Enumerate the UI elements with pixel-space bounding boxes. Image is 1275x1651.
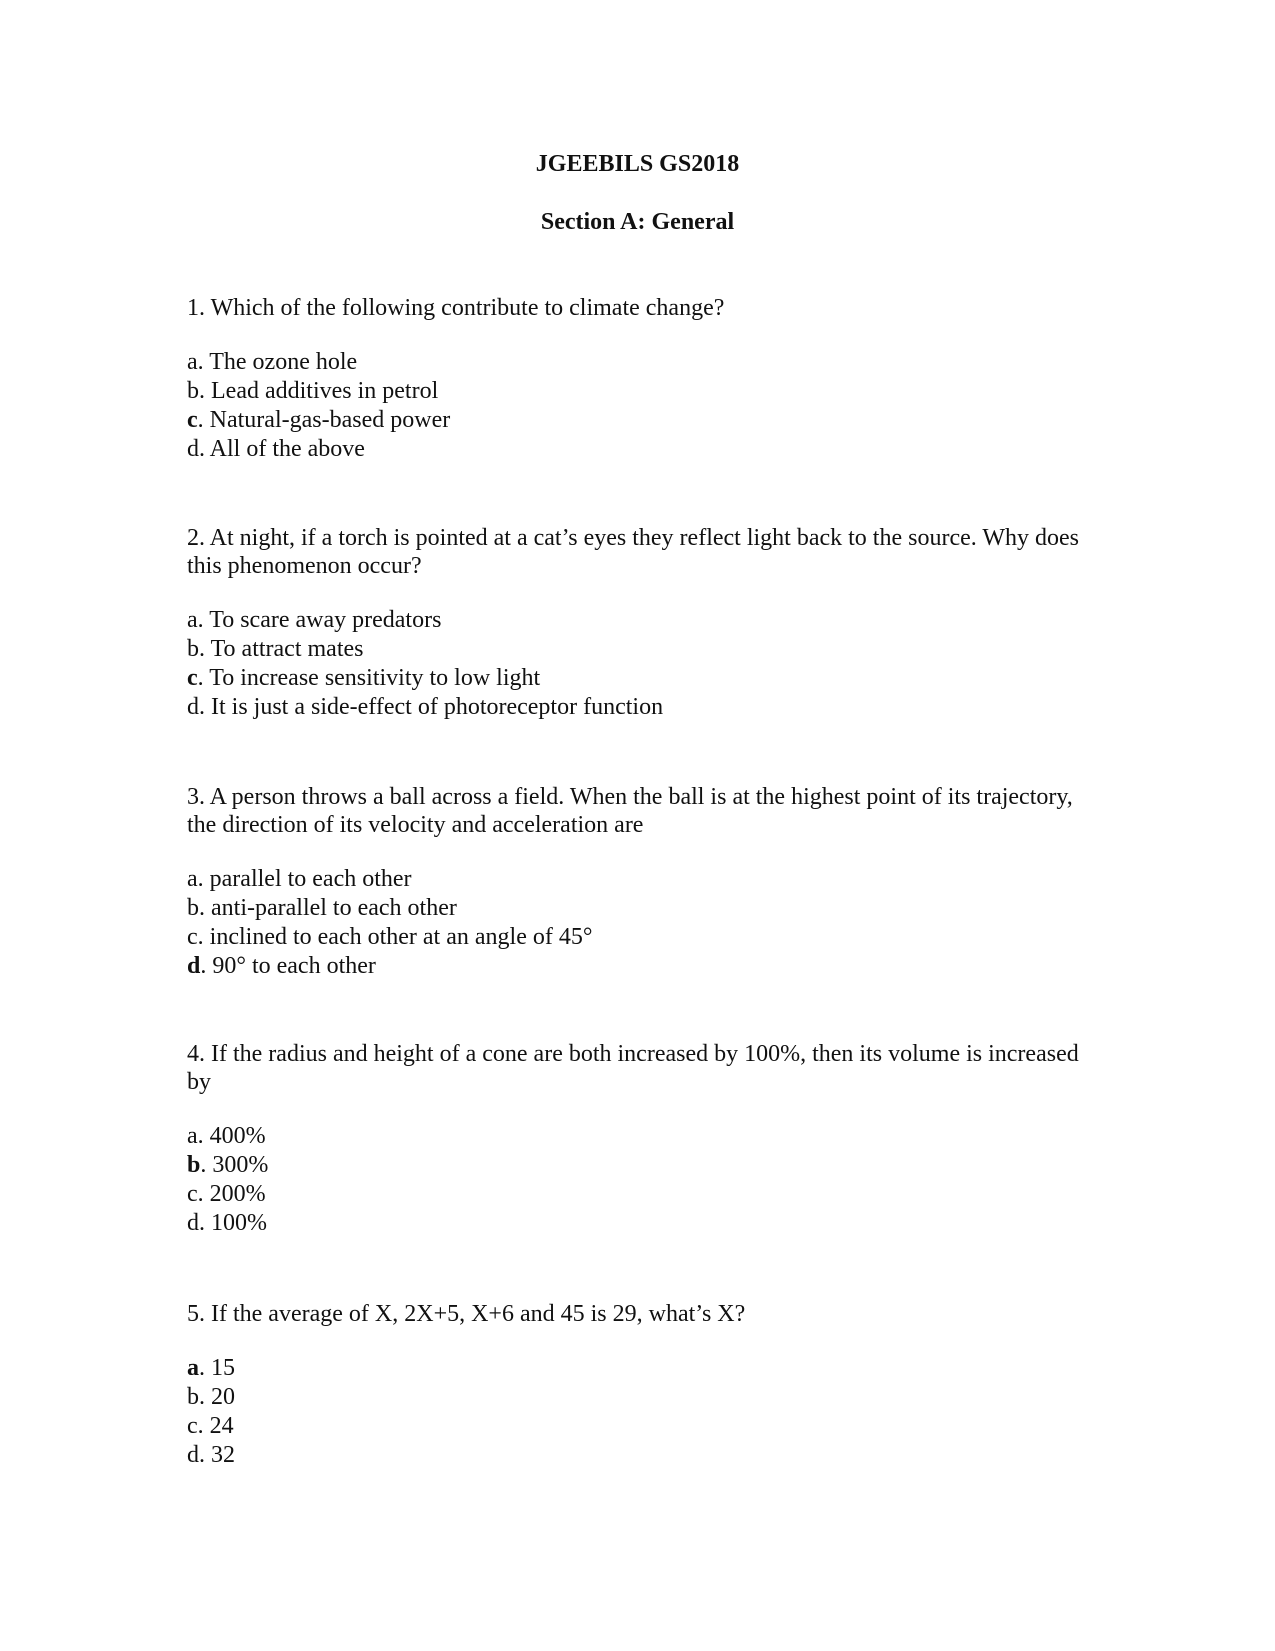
option-text: . 100% [199,1210,267,1236]
question-5 [187,1300,1087,1470]
question-4 [187,1040,1087,1238]
option-text: . The ozone hole [197,349,358,375]
option-d [187,1441,1087,1470]
option-text: . Natural-gas-based power [197,407,451,433]
option-c [187,1412,1087,1441]
question-1 [187,294,1087,464]
option-c [187,664,1087,693]
option-list [187,606,1087,722]
option-c [187,1180,1087,1209]
option-letter: d [187,953,201,979]
option-list [187,348,1087,464]
option-letter: c [187,1413,198,1439]
question-text: 2. At night, if a torch is pointed at a cat’s eyes they reflect light back to the source. Why does this phenomenon occur? [187,525,1079,579]
option-text: . It is just a side-effect of photoreceptor function [199,694,664,720]
option-text: . 24 [197,1413,234,1439]
option-text: . inclined to each other at an angle of 45° [197,924,593,950]
option-d [187,435,1087,464]
option-c [187,923,1087,952]
question-text: 3. A person throws a ball across a field. When the ball is at the highest point of its trajectory, the direction of its velocity and acceleration are [187,784,1073,838]
option-letter: c [187,924,198,950]
question-3 [187,783,1087,981]
option-letter: c [187,407,198,433]
option-letter: b [187,1152,201,1178]
option-b [187,377,1087,406]
option-text: . To scare away predators [197,607,442,633]
section-heading: Section A: General [540,209,735,235]
option-text: . anti-parallel to each other [199,895,457,921]
option-b [187,1383,1087,1412]
option-d [187,952,1087,981]
option-letter: a [187,607,198,633]
option-b [187,1151,1087,1180]
option-list [187,1122,1087,1238]
option-letter: a [187,866,198,892]
option-letter: b [187,895,199,921]
option-letter: b [187,1384,199,1410]
option-list [187,1354,1087,1470]
option-c [187,406,1087,435]
option-letter: d [187,436,199,462]
option-d [187,1209,1087,1238]
option-letter: d [187,694,199,720]
question-text: 5. If the average of X, 2X+5, X+6 and 45 is 29, what’s X? [187,1301,746,1327]
option-a [187,348,1087,377]
option-text: . parallel to each other [197,866,412,892]
option-text: . 300% [200,1152,269,1178]
question-text: 1. Which of the following contribute to climate change? [187,295,725,321]
option-a [187,1122,1087,1151]
option-text: . 15 [199,1355,235,1381]
option-list [187,865,1087,981]
option-letter: a [187,349,198,375]
option-text: . All of the above [199,436,365,462]
option-b [187,894,1087,923]
question-text: 4. If the radius and height of a cone are both increased by 100%, then its volume is increased by [187,1041,1079,1095]
option-text: . 90° to each other [200,953,376,979]
option-b [187,635,1087,664]
option-text: . To attract mates [199,636,364,662]
option-text: . Lead additives in petrol [199,378,439,404]
document-title: JGEEBILS GS2018 [535,151,740,177]
option-text: . 20 [199,1384,235,1410]
option-text: . 400% [197,1123,266,1149]
option-a [187,1354,1087,1383]
option-a [187,606,1087,635]
option-text: . To increase sensitivity to low light [197,665,541,691]
option-letter: c [187,665,198,691]
option-letter: c [187,1181,198,1207]
option-text: . 32 [199,1442,235,1468]
option-letter: b [187,378,199,404]
option-a [187,865,1087,894]
option-letter: a [187,1123,198,1149]
option-letter: d [187,1210,199,1236]
option-letter: b [187,636,199,662]
question-2 [187,524,1087,722]
option-text: . 200% [197,1181,266,1207]
option-letter: d [187,1442,199,1468]
option-letter: a [187,1355,199,1381]
option-d [187,693,1087,722]
